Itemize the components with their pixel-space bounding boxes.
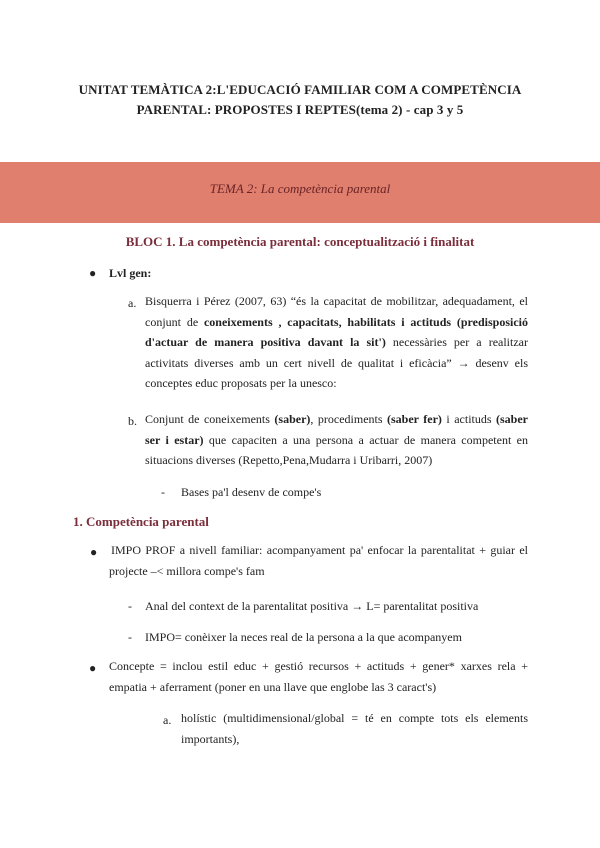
bullet-impo-prof: ● — [90, 545, 98, 559]
bullet-concepte: ● — [89, 661, 97, 675]
dash-anal-text: Anal del context de la parentalitat positiva → L= parentalitat positiva — [145, 599, 479, 613]
item-a-text-2: necessàries per a realitzar activitats diverses amb un cert nivell de qualitat i eficàcia” → desenv els conceptes educ proposats per la unesco: — [145, 335, 528, 391]
item-b-bold-1: (saber) — [274, 412, 311, 426]
item-a-bold: coneixements , capacitats, habilitats i actituds (predisposició d'actuar de manera positiva davant la sit') — [145, 314, 528, 350]
bloc-heading: BLOC 1. La competència parental: conceptualització i finalitat — [125, 234, 475, 249]
lvl-gen-label: Lvl gen: — [109, 266, 152, 280]
sub-a-text: holístic (multidimensional/global = té en compte tots els elements importants), — [181, 711, 528, 746]
section-1-heading: 1. Competència parental — [73, 514, 209, 529]
item-b-text-1: Conjunt de coneixements — [145, 412, 275, 426]
item-b-text-4: que capaciten a una persona a actuar de manera competent en situacions diverses (Repetto,Pena,Mudarra i Uribarri, 2007) — [145, 432, 529, 468]
dash-bases-text: Bases pa'l desenv de compe's — [181, 485, 322, 499]
item-a-text-1: Bisquerra i Pérez (2007, 63) “és la capacitat de mobilitzar, adequadament, el conjunt de — [145, 294, 528, 329]
item-b-bold-3: (saber ser i estar) — [145, 412, 529, 447]
impo-prof-text: IMPO PROF a nivell familiar: acompanyament pa' enfocar la parentalitat + guiar el projecte –< millora compe's fam — [109, 543, 528, 578]
item-a-text — [145, 291, 528, 394]
sub-a-marker: a. — [163, 713, 172, 727]
page-title-line-2: PARENTAL: PROPOSTES I REPTES(tema 2) - cap 3 y 5 — [136, 102, 464, 117]
dash-anal-marker: - — [128, 599, 132, 613]
topic-banner — [0, 162, 600, 223]
item-b-bold-2: (saber fer) — [387, 412, 442, 426]
item-b-text — [145, 409, 528, 471]
item-a-marker: a. — [128, 296, 137, 310]
dash-impo-text: IMPO= conèixer la neces real de la persona a la que acompanyem — [145, 630, 462, 644]
dash-bases-marker: - — [161, 485, 165, 499]
page-title-line-1: UNITAT TEMÀTICA 2:L'EDUCACIÓ FAMILIAR COM A COMPETÈNCIA — [78, 82, 522, 97]
dash-impo-marker: - — [128, 630, 132, 644]
item-b-text-3: i actituds — [441, 412, 497, 426]
topic-banner-text: TEMA 2: La competència parental — [209, 181, 391, 196]
item-b-marker: b. — [128, 414, 137, 428]
concepte-text: Concepte = inclou estil educ + gestió recursos + actituds + gener* xarxes rela + empatia + aferrament (poner en una llave que englobe las 3 caract's) — [109, 659, 528, 694]
item-b-text-2: , procediments — [310, 412, 388, 426]
bullet-lvl-gen: ● — [89, 266, 97, 280]
